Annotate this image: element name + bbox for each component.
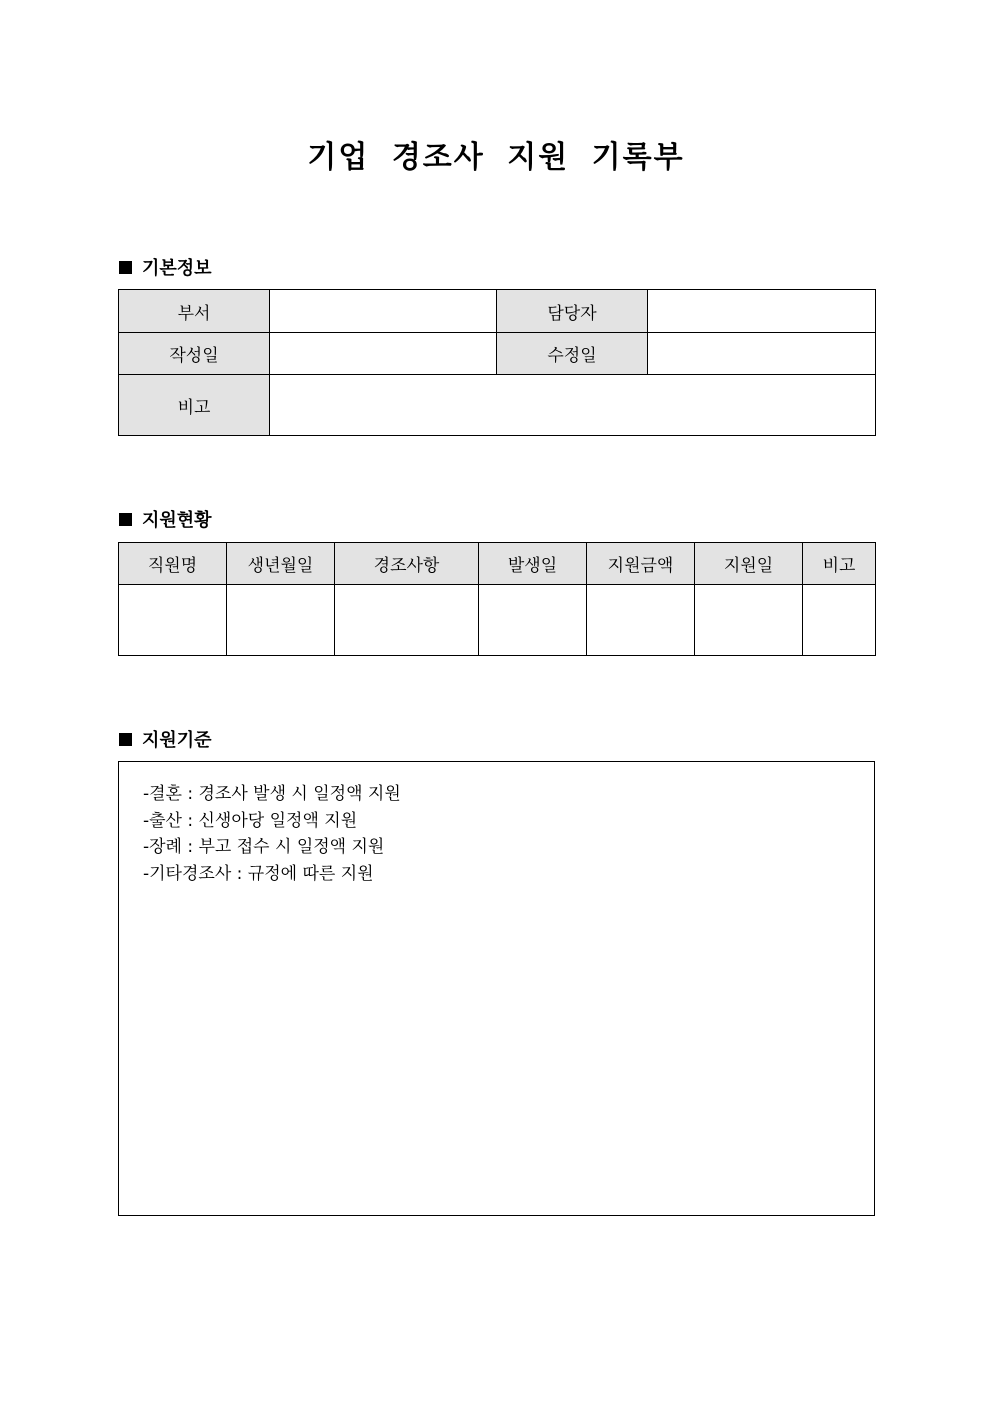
support-status-header-row xyxy=(119,543,876,585)
basic-info-table xyxy=(118,289,876,436)
occurrence-date-cell[interactable] xyxy=(479,585,587,656)
event-cell[interactable] xyxy=(335,585,479,656)
remarks-value[interactable] xyxy=(270,375,876,436)
basic-info-row xyxy=(119,290,876,333)
column-header-support-date: 지원일 xyxy=(695,543,803,585)
modified-date-label: 수정일 xyxy=(497,333,648,375)
list-item: -출산 : 신생아당 일정액 지원 xyxy=(143,810,358,831)
support-criteria-heading xyxy=(119,726,212,752)
basic-info-row xyxy=(119,333,876,375)
basic-info-heading-text: 기본정보 xyxy=(142,258,212,279)
support-status-table xyxy=(118,542,876,656)
remarks-label: 비고 xyxy=(119,375,270,436)
column-header-birth-date: 생년월일 xyxy=(227,543,335,585)
column-header-support-amount: 지원금액 xyxy=(587,543,695,585)
created-date-value[interactable] xyxy=(270,333,497,375)
list-item: -장례 : 부고 접수 시 일정액 지원 xyxy=(143,837,385,858)
document-title: 기업 경조사 지원 기록부 xyxy=(307,140,685,175)
list-item: -결혼 : 경조사 발생 시 일정액 지원 xyxy=(143,784,401,804)
square-bullet-icon xyxy=(119,513,132,526)
support-date-cell[interactable] xyxy=(695,585,803,656)
support-amount-cell[interactable] xyxy=(587,585,695,656)
basic-info-heading xyxy=(119,254,212,280)
list-item: -기타경조사 : 규정에 따른 지원 xyxy=(143,864,374,885)
support-criteria-heading-text: 지원기준 xyxy=(142,730,212,751)
support-status-heading-text: 지원현황 xyxy=(142,510,212,531)
employee-name-cell[interactable] xyxy=(119,585,227,656)
column-header-occurrence-date: 발생일 xyxy=(479,543,587,585)
square-bullet-icon xyxy=(119,261,132,274)
department-label: 부서 xyxy=(119,290,270,333)
basic-info-row xyxy=(119,375,876,436)
support-criteria-box xyxy=(118,761,875,1216)
manager-value[interactable] xyxy=(648,290,876,333)
birth-date-cell[interactable] xyxy=(227,585,335,656)
department-value[interactable] xyxy=(270,290,497,333)
created-date-label: 작성일 xyxy=(119,333,270,375)
column-header-remarks: 비고 xyxy=(803,543,876,585)
remarks-cell[interactable] xyxy=(803,585,876,656)
manager-label: 담당자 xyxy=(497,290,648,333)
column-header-event: 경조사항 xyxy=(335,543,479,585)
table-row xyxy=(119,585,876,656)
square-bullet-icon xyxy=(119,733,132,746)
support-status-heading xyxy=(119,506,212,532)
support-criteria-list xyxy=(119,762,874,888)
modified-date-value[interactable] xyxy=(648,333,876,375)
column-header-employee-name: 직원명 xyxy=(119,543,227,585)
